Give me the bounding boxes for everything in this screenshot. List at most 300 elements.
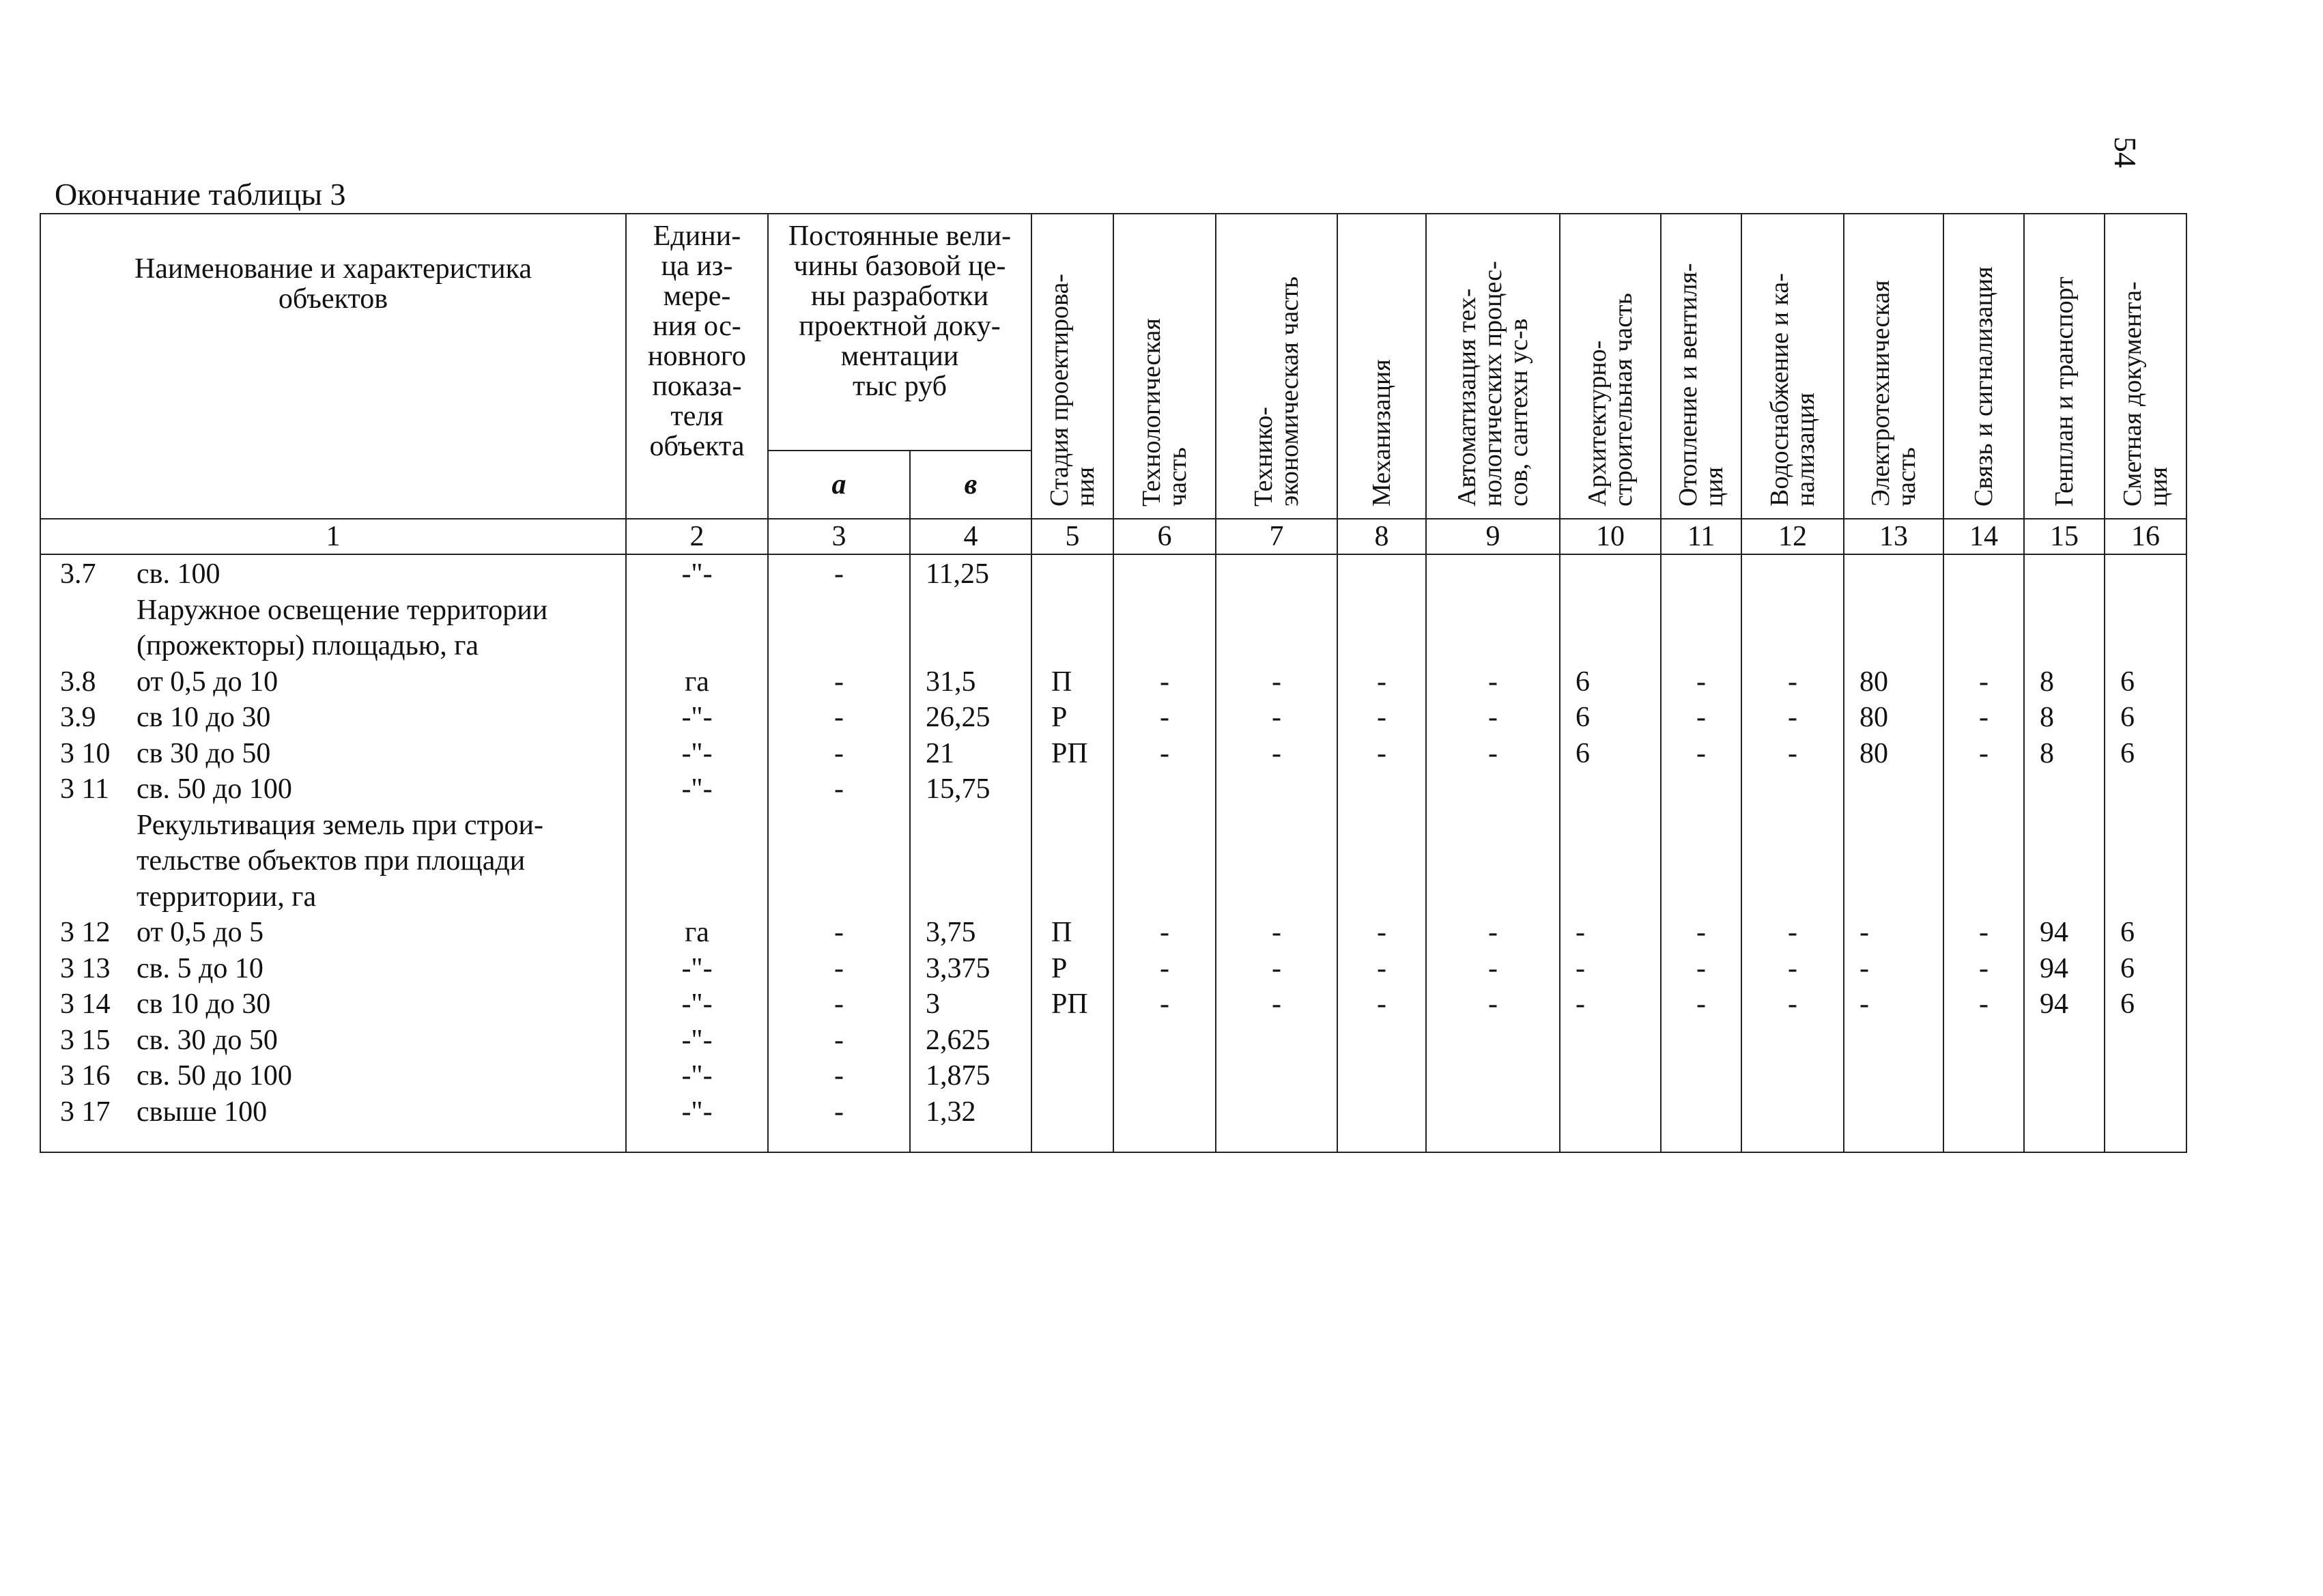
table-row: 3,75 — [926, 917, 976, 948]
table-row — [1742, 593, 1843, 629]
table-row — [1742, 771, 1843, 808]
table-row: 26,25 — [926, 702, 991, 733]
row-code: 3 12 — [60, 917, 111, 948]
header-col14-line: Связь и сигнализация — [1969, 266, 1998, 507]
table-row: - — [834, 702, 844, 733]
table-row — [41, 771, 625, 808]
table-row: 21 — [926, 737, 954, 769]
column-number: 15 — [2024, 519, 2105, 554]
row-code: 3.9 — [60, 702, 96, 733]
table-row — [911, 808, 1031, 844]
table-row — [2105, 628, 2186, 664]
table-row — [627, 808, 767, 844]
column-number: 3 — [768, 519, 910, 554]
column-number-row — [40, 519, 2186, 554]
column-number: 12 — [1741, 519, 1844, 554]
table-row: - — [834, 952, 844, 984]
column-c10 — [1560, 554, 1661, 1152]
table-row — [1032, 1023, 1113, 1059]
column-c11 — [1661, 554, 1741, 1152]
header-sub-b: в — [910, 451, 1031, 519]
table-row: - — [1488, 917, 1498, 948]
header-unit-line: ния ос- — [653, 311, 741, 342]
table-row — [1032, 808, 1113, 844]
table-row: - — [1788, 666, 1797, 698]
column-c15 — [2024, 554, 2105, 1152]
table-row — [2025, 1058, 2104, 1094]
cost-table — [40, 213, 2187, 1153]
table-row — [41, 879, 625, 915]
table-row — [1560, 879, 1660, 915]
table-row: -"- — [681, 1096, 713, 1128]
table-row — [1662, 808, 1741, 844]
table-row — [1032, 879, 1113, 915]
row-description: св. 100 — [137, 558, 220, 590]
table-row: Р — [1051, 702, 1068, 733]
table-row: - — [834, 917, 844, 948]
table-row — [1560, 1094, 1660, 1130]
header-col10-line: строительная часть — [1609, 292, 1638, 507]
table-row: 6 — [2120, 952, 2135, 984]
table-row — [1427, 1094, 1559, 1130]
table-row — [1338, 556, 1425, 593]
header-col8-line: Механизация — [1367, 358, 1396, 507]
table-row — [1427, 1023, 1559, 1059]
table-row — [1032, 556, 1113, 593]
table-row: - — [1272, 988, 1281, 1020]
table-row: - — [1377, 737, 1386, 769]
table-row — [1944, 593, 2023, 629]
table-row — [1662, 628, 1741, 664]
header-col9 — [1426, 214, 1560, 519]
table-row: 6 — [2120, 702, 2135, 733]
table-row: -"- — [681, 988, 713, 1020]
header-col6 — [1113, 214, 1216, 519]
table-row — [41, 951, 625, 987]
table-row: 2,625 — [926, 1024, 991, 1056]
header-name-line: объектов — [278, 283, 388, 315]
header-name — [40, 214, 626, 519]
row-code: 3.8 — [60, 666, 96, 698]
column-number: 9 — [1426, 519, 1560, 554]
header-row — [40, 214, 2186, 451]
table-row: - — [834, 737, 844, 769]
row-code: 3 10 — [60, 737, 111, 769]
table-row — [1560, 1058, 1660, 1094]
table-row: - — [1859, 988, 1869, 1020]
table-row: 6 — [1576, 666, 1590, 698]
table-row — [1338, 628, 1425, 664]
row-code: 3 17 — [60, 1096, 111, 1128]
header-col9-line: нологических процес- — [1479, 260, 1507, 507]
column-number: 16 — [2105, 519, 2186, 554]
table-row — [41, 593, 625, 629]
table-row: - — [1696, 737, 1706, 769]
table-row — [2025, 556, 2104, 593]
table-row — [1216, 879, 1337, 915]
table-row: - — [1576, 988, 1585, 1020]
table-row — [627, 879, 767, 915]
column-number: 1 — [40, 519, 626, 554]
table-row — [2025, 843, 2104, 879]
table-row — [1662, 879, 1741, 915]
table-row — [2105, 771, 2186, 808]
column-number: 10 — [1560, 519, 1661, 554]
row-code: 3 16 — [60, 1060, 111, 1092]
table-row: - — [1979, 666, 1989, 698]
table-row — [1216, 843, 1337, 879]
row-description: Наружное освещение территории — [137, 594, 548, 626]
table-row — [1338, 593, 1425, 629]
header-unit-line: ца из- — [661, 251, 733, 282]
table-row: - — [834, 558, 844, 590]
table-row — [2105, 556, 2186, 593]
table-row: 94 — [2040, 952, 2068, 984]
row-description: Рекультивация земель при строи- — [137, 809, 543, 841]
header-unit-line: Едини- — [653, 220, 741, 252]
table-row: 3,375 — [926, 952, 991, 984]
table-row — [769, 593, 909, 629]
table-row: - — [1377, 702, 1386, 733]
row-description: территории, га — [137, 881, 317, 913]
table-row: 15,75 — [926, 773, 991, 805]
column-c4 — [910, 554, 1031, 1152]
table-row: 8 — [2040, 702, 2054, 733]
table-row — [1662, 771, 1741, 808]
table-row — [1844, 1023, 1943, 1059]
table-row — [2105, 1058, 2186, 1094]
table-row — [2025, 808, 2104, 844]
table-row: -"- — [681, 773, 713, 805]
table-row — [1114, 556, 1215, 593]
table-row: - — [1696, 988, 1706, 1020]
table-row — [1742, 843, 1843, 879]
header-col8 — [1337, 214, 1426, 519]
table-row — [627, 628, 767, 664]
table-row — [1944, 843, 2023, 879]
table-row — [1338, 1094, 1425, 1130]
column-c3 — [768, 554, 910, 1152]
table-row — [1560, 593, 1660, 629]
table-row — [1844, 808, 1943, 844]
header-col14 — [1943, 214, 2024, 519]
table-row — [627, 843, 767, 879]
header-col13 — [1844, 214, 1943, 519]
table-row — [1032, 1058, 1113, 1094]
table-row — [1844, 556, 1943, 593]
table-row — [41, 700, 625, 736]
table-row — [1944, 628, 2023, 664]
table-row: 8 — [2040, 666, 2054, 698]
table-row: - — [834, 1060, 844, 1092]
table-row — [1427, 843, 1559, 879]
table-row: 6 — [2120, 737, 2135, 769]
table-row: - — [834, 988, 844, 1020]
table-row — [2025, 879, 2104, 915]
header-unit-line: объекта — [649, 431, 745, 462]
table-row: 6 — [1576, 702, 1590, 733]
table-row — [41, 556, 625, 593]
table-row — [1338, 879, 1425, 915]
header-col11-line: ция — [1700, 466, 1728, 507]
table-row — [41, 915, 625, 951]
header-const — [768, 214, 1031, 451]
header-col12-line: нализация — [1791, 392, 1820, 507]
table-row: - — [1272, 702, 1281, 733]
table-row: га — [685, 917, 709, 948]
table-row — [1742, 556, 1843, 593]
table-row — [1742, 808, 1843, 844]
table-row: - — [1160, 702, 1169, 733]
table-row: 1,32 — [926, 1096, 976, 1128]
table-row — [41, 808, 625, 844]
column-number: 8 — [1337, 519, 1426, 554]
table-row — [1114, 1023, 1215, 1059]
table-row: - — [1788, 952, 1797, 984]
header-col16 — [2105, 214, 2186, 519]
column-number: 11 — [1661, 519, 1741, 554]
table-row — [1844, 843, 1943, 879]
table-row — [41, 628, 625, 664]
table-row: - — [1272, 737, 1281, 769]
table-row — [1560, 771, 1660, 808]
page-number: 54 — [2108, 137, 2143, 168]
table-row — [911, 879, 1031, 915]
table-row — [2025, 628, 2104, 664]
column-c2 — [626, 554, 768, 1152]
table-row — [1662, 593, 1741, 629]
header-col5-line: Стадия проектирова- — [1045, 273, 1074, 507]
header-const-line: ны разработки — [810, 281, 989, 312]
table-row — [911, 593, 1031, 629]
column-c9 — [1426, 554, 1560, 1152]
table-row: 31,5 — [926, 666, 976, 698]
table-row — [627, 593, 767, 629]
table-row — [1032, 1094, 1113, 1130]
table-row — [1216, 628, 1337, 664]
row-code: 3 15 — [60, 1024, 111, 1056]
header-col11-line: Отопление и вентиля- — [1674, 262, 1702, 507]
row-description: тельстве объектов при площади — [137, 845, 526, 877]
table-caption: Окончание таблицы 3 — [55, 177, 346, 212]
table-row: 1,875 — [926, 1060, 991, 1092]
table-row — [1338, 1058, 1425, 1094]
table-row — [1944, 808, 2023, 844]
row-description: свыше 100 — [137, 1096, 268, 1128]
table-row: - — [1859, 952, 1869, 984]
table-row — [1338, 808, 1425, 844]
table-row: 6 — [2120, 666, 2135, 698]
header-unit-line: теля — [670, 401, 724, 432]
table-row: - — [1488, 737, 1498, 769]
table-row — [1560, 843, 1660, 879]
table-row: - — [1788, 988, 1797, 1020]
table-row: - — [834, 1024, 844, 1056]
table-row: П — [1051, 666, 1072, 698]
row-description: св. 5 до 10 — [137, 952, 263, 984]
header-unit-line: показа- — [652, 371, 742, 402]
header-const-line: проектной доку- — [799, 311, 1001, 342]
table-row — [1216, 593, 1337, 629]
table-row — [1032, 628, 1113, 664]
header-col9-line: Автоматизация тех- — [1453, 287, 1481, 507]
column-c14 — [1943, 554, 2024, 1152]
table-row — [911, 628, 1031, 664]
column-number: 2 — [626, 519, 768, 554]
header-unit-line: мере- — [663, 281, 731, 312]
header-col10 — [1560, 214, 1661, 519]
table-row — [1844, 771, 1943, 808]
table-row — [1114, 808, 1215, 844]
table-row — [1114, 1058, 1215, 1094]
table-row: - — [834, 773, 844, 805]
table-row — [1216, 1023, 1337, 1059]
table-row: 6 — [2120, 917, 2135, 948]
table-row: - — [1576, 917, 1585, 948]
row-description: св 30 до 50 — [137, 737, 271, 769]
table-row — [41, 664, 625, 700]
column-c7 — [1216, 554, 1337, 1152]
row-description: (прожекторы) площадью, га — [137, 630, 479, 661]
header-col16-line: Сметная документа- — [2118, 281, 2147, 507]
header-unit — [626, 214, 768, 519]
table-row: - — [1788, 702, 1797, 733]
table-body — [40, 554, 2186, 1152]
header-const-line: Постоянные вели- — [788, 220, 1012, 252]
table-row — [1032, 593, 1113, 629]
header-name-line: Наименование и характеристика — [134, 253, 532, 285]
table-row — [1560, 556, 1660, 593]
table-row — [41, 1058, 625, 1094]
table-row — [41, 1094, 625, 1130]
row-description: св 10 до 30 — [137, 988, 271, 1020]
table-row — [1427, 628, 1559, 664]
column-number: 4 — [910, 519, 1031, 554]
row-description: св. 50 до 100 — [137, 773, 292, 805]
table-row — [911, 843, 1031, 879]
table-row: - — [1488, 952, 1498, 984]
table-row: - — [834, 666, 844, 698]
table-row — [1114, 771, 1215, 808]
column-number: 6 — [1113, 519, 1216, 554]
table-row — [1662, 843, 1741, 879]
table-row — [1338, 843, 1425, 879]
table-row: - — [1488, 988, 1498, 1020]
table-row — [1742, 628, 1843, 664]
table-row — [2105, 1094, 2186, 1130]
table-row — [1427, 771, 1559, 808]
row-code: 3 11 — [60, 773, 109, 805]
header-unit-line: новного — [648, 341, 746, 372]
table-row: - — [1696, 952, 1706, 984]
header-col10-line: Архитектурно- — [1583, 340, 1612, 507]
table-row: П — [1051, 917, 1072, 948]
header-col7-line: Технико- — [1249, 406, 1278, 507]
table-row — [1944, 1023, 2023, 1059]
table-row: - — [1696, 666, 1706, 698]
table-row: - — [1160, 917, 1169, 948]
column-c6 — [1113, 554, 1216, 1152]
table-row — [1427, 1058, 1559, 1094]
table-row — [2025, 1094, 2104, 1130]
table-row: - — [1377, 952, 1386, 984]
table-row — [1114, 843, 1215, 879]
table-row — [1662, 1058, 1741, 1094]
table-row — [1216, 771, 1337, 808]
row-code: 3 14 — [60, 988, 111, 1020]
table-row: -"- — [681, 1024, 713, 1056]
table-row — [1844, 879, 1943, 915]
table-row: - — [1696, 917, 1706, 948]
table-row: - — [1859, 917, 1869, 948]
table-row — [1844, 1094, 1943, 1130]
table-row: 80 — [1859, 666, 1888, 698]
table-row: 6 — [2120, 988, 2135, 1020]
table-row — [769, 808, 909, 844]
table-row — [1216, 556, 1337, 593]
table-row — [1560, 808, 1660, 844]
table-row: 8 — [2040, 737, 2054, 769]
table-row — [41, 843, 625, 879]
table-row — [769, 879, 909, 915]
table-row: - — [1377, 988, 1386, 1020]
table-row — [2025, 593, 2104, 629]
header-col9-line: сов, сантехн ус-в — [1505, 317, 1533, 507]
table-row: - — [1160, 952, 1169, 984]
table-row — [1662, 1094, 1741, 1130]
table-row — [769, 843, 909, 879]
table-row — [41, 986, 625, 1023]
table-row: 94 — [2040, 988, 2068, 1020]
table-row — [2105, 1023, 2186, 1059]
table-row: 80 — [1859, 702, 1888, 733]
table-row — [1114, 879, 1215, 915]
header-col12-line: Водоснабжение и ка- — [1765, 272, 1794, 507]
table-row: РП — [1051, 988, 1088, 1020]
table-row — [769, 628, 909, 664]
table-row: - — [1979, 988, 1989, 1020]
table-row — [1742, 1058, 1843, 1094]
table-row: - — [1160, 988, 1169, 1020]
table-row: - — [834, 1096, 844, 1128]
table-row — [1032, 771, 1113, 808]
table-row: -"- — [681, 1060, 713, 1092]
table-row: Р — [1051, 952, 1068, 984]
table-row: - — [1488, 666, 1498, 698]
table-row: - — [1788, 737, 1797, 769]
table-row: - — [1160, 737, 1169, 769]
table-row: - — [1979, 952, 1989, 984]
table-row — [1114, 628, 1215, 664]
column-c8 — [1337, 554, 1426, 1152]
table-row — [1742, 1023, 1843, 1059]
table-row — [1662, 1023, 1741, 1059]
header-const-line: тыс руб — [853, 371, 947, 402]
table-row — [1944, 1058, 2023, 1094]
row-code: 3.7 — [60, 558, 96, 590]
table-row: - — [1788, 917, 1797, 948]
table-row — [2105, 843, 2186, 879]
table-row — [1944, 556, 2023, 593]
row-description: св. 30 до 50 — [137, 1024, 278, 1056]
table-row: - — [1979, 917, 1989, 948]
table-row: - — [1272, 917, 1281, 948]
header-col7 — [1216, 214, 1337, 519]
header-col5-line: ния — [1071, 466, 1100, 507]
table-row — [1114, 593, 1215, 629]
table-row: га — [685, 666, 709, 698]
table-row — [1560, 1023, 1660, 1059]
